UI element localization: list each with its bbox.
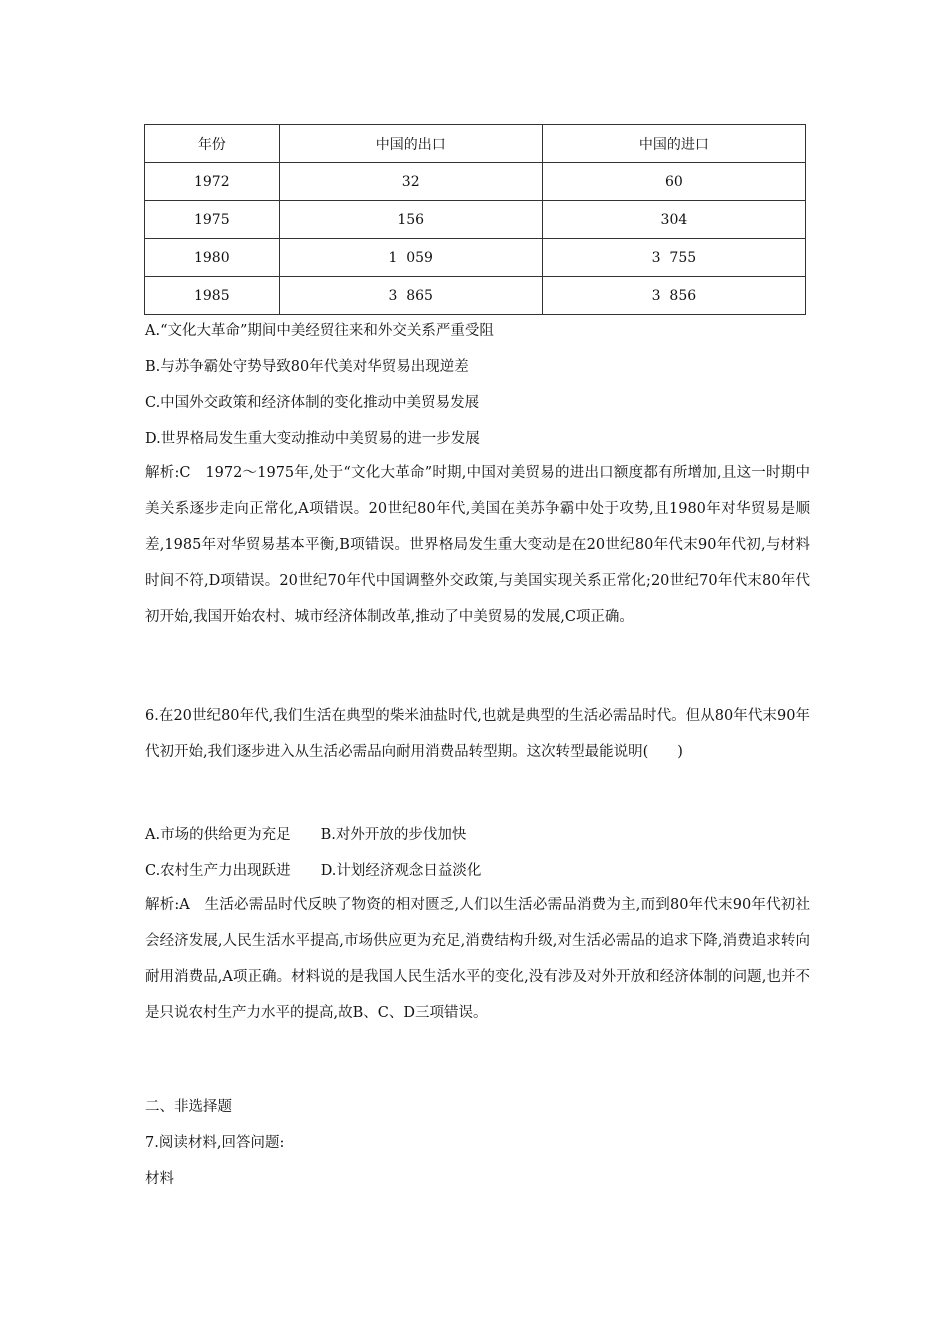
table-cell: 3 755 bbox=[542, 239, 805, 277]
table-cell: 1975 bbox=[145, 201, 280, 239]
table-row bbox=[145, 239, 806, 277]
table-header-cell: 年份 bbox=[145, 125, 280, 163]
table-cell: 60 bbox=[542, 163, 805, 201]
q6-option-d: D.计划经济观念日益淡化 bbox=[320, 863, 482, 879]
q5-option-c: C.中国外交政策和经济体制的变化推动中美贸易发展 bbox=[145, 395, 480, 411]
q6-analysis: 解析:A 生活必需品时代反映了物资的相对匮乏,人们以生活必需品消费为主,而到80年代末90年代初社会经济发展,人民生活水平提高,市场供应更为充足,消费结构升级,对生活必需品的追求下降,消费追求转向耐用消费品,A项正确。材料说的是我国人民生活水平的变化,没有涉及对外开放和经济体制的问题,也并不是只说农村生产力水平的提高,故B、C、D三项错误。 bbox=[145, 897, 810, 1021]
table-cell: 156 bbox=[279, 201, 542, 239]
table-cell: 1985 bbox=[145, 277, 280, 315]
q6-options-row-2 bbox=[145, 861, 807, 881]
q6-option-a: A.市场的供给更为充足 bbox=[145, 827, 291, 843]
table-row bbox=[145, 277, 806, 315]
trade-table bbox=[144, 124, 806, 315]
table-cell: 3 865 bbox=[279, 277, 542, 315]
q5-option-a: A.“文化大革命”期间中美经贸往来和外交关系严重受阻 bbox=[145, 323, 494, 339]
section-title: 二、非选择题 bbox=[145, 1099, 232, 1115]
table-row bbox=[145, 163, 806, 201]
table-header-cell: 中国的出口 bbox=[279, 125, 542, 163]
table-row bbox=[145, 201, 806, 239]
q5-option-b: B.与苏争霸处守势导致80年代美对华贸易出现逆差 bbox=[145, 359, 469, 375]
table-cell: 1980 bbox=[145, 239, 280, 277]
table-cell: 3 856 bbox=[542, 277, 805, 315]
table-cell: 32 bbox=[279, 163, 542, 201]
q7-material-label: 材料 bbox=[145, 1171, 174, 1187]
q5-analysis: 解析:C 1972～1975年,处于“文化大革命”时期,中国对美贸易的进出口额度都有所增加,且这一时期中美关系逐步走向正常化,A项错误。20世纪80年代,美国在美苏争霸中处于攻势,且1980年对华贸易是顺差,1985年对华贸易基本平衡,B项错误。世界格局发生重大变动是在20世纪80年代末90年代初,与材料时间不符,D项错误。20世纪70年代中国调整外交政策,与美国实现关系正常化;20世纪70年代末80年代初开始,我国开始农村、城市经济体制改革,推动了中美贸易的发展,C项正确。 bbox=[145, 465, 810, 625]
q6-option-c: C.农村生产力出现跃进 bbox=[145, 863, 291, 879]
q5-option-d: D.世界格局发生重大变动推动中美贸易的进一步发展 bbox=[145, 431, 480, 447]
q7-stem: 7.阅读材料,回答问题: bbox=[145, 1135, 285, 1151]
table-header-row bbox=[145, 125, 806, 163]
table-cell: 1972 bbox=[145, 163, 280, 201]
q6-options-row-1 bbox=[145, 825, 807, 845]
q6-stem: 6.在20世纪80年代,我们生活在典型的柴米油盐时代,也就是典型的生活必需品时代。但从80年代末90年代初开始,我们逐步进入从生活必需品向耐用消费品转型期。这次转型最能说明( ) bbox=[145, 708, 810, 760]
table-cell: 1 059 bbox=[279, 239, 542, 277]
table-cell: 304 bbox=[542, 201, 805, 239]
table-header-cell: 中国的进口 bbox=[542, 125, 805, 163]
q6-option-b: B.对外开放的步伐加快 bbox=[320, 827, 467, 843]
